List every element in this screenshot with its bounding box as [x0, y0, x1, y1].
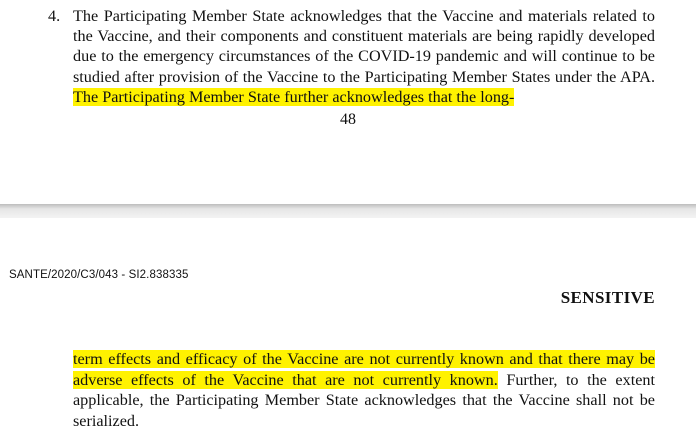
highlighted-clause-text: The Participating Member State further acknowledges that the long-	[73, 87, 515, 106]
classification-label: SENSITIVE	[560, 288, 655, 307]
document-page-lower	[0, 218, 696, 441]
clause-text: Further, to the extent applicable, the Participating Member State acknowledges that the Vaccine shall not be serialized.	[73, 370, 655, 430]
item-number: 4.	[48, 7, 61, 25]
document-page-upper	[0, 0, 696, 204]
clause-paragraph-4	[73, 6, 655, 107]
highlighted-clause-text: term effects and efficacy of the Vaccine are not currently known and that there may be adverse effects of the Vaccine that are not currently known.	[73, 350, 655, 389]
document-reference: SANTE/2020/C3/043 - SI2.838335	[9, 269, 189, 281]
page-separator	[0, 204, 696, 218]
clause-text: The Participating Member State acknowledges that the Vaccine and materials related to the Vaccine, and their components and constituent materials are being rapidly developed due to the emergency circumstances of the COVID-19 pandemic and will continue to be studied after provision of the Vaccine to the Participating Member States under the APA.	[73, 7, 655, 86]
page-number: 48	[340, 111, 356, 128]
clause-paragraph-continued	[73, 349, 655, 431]
